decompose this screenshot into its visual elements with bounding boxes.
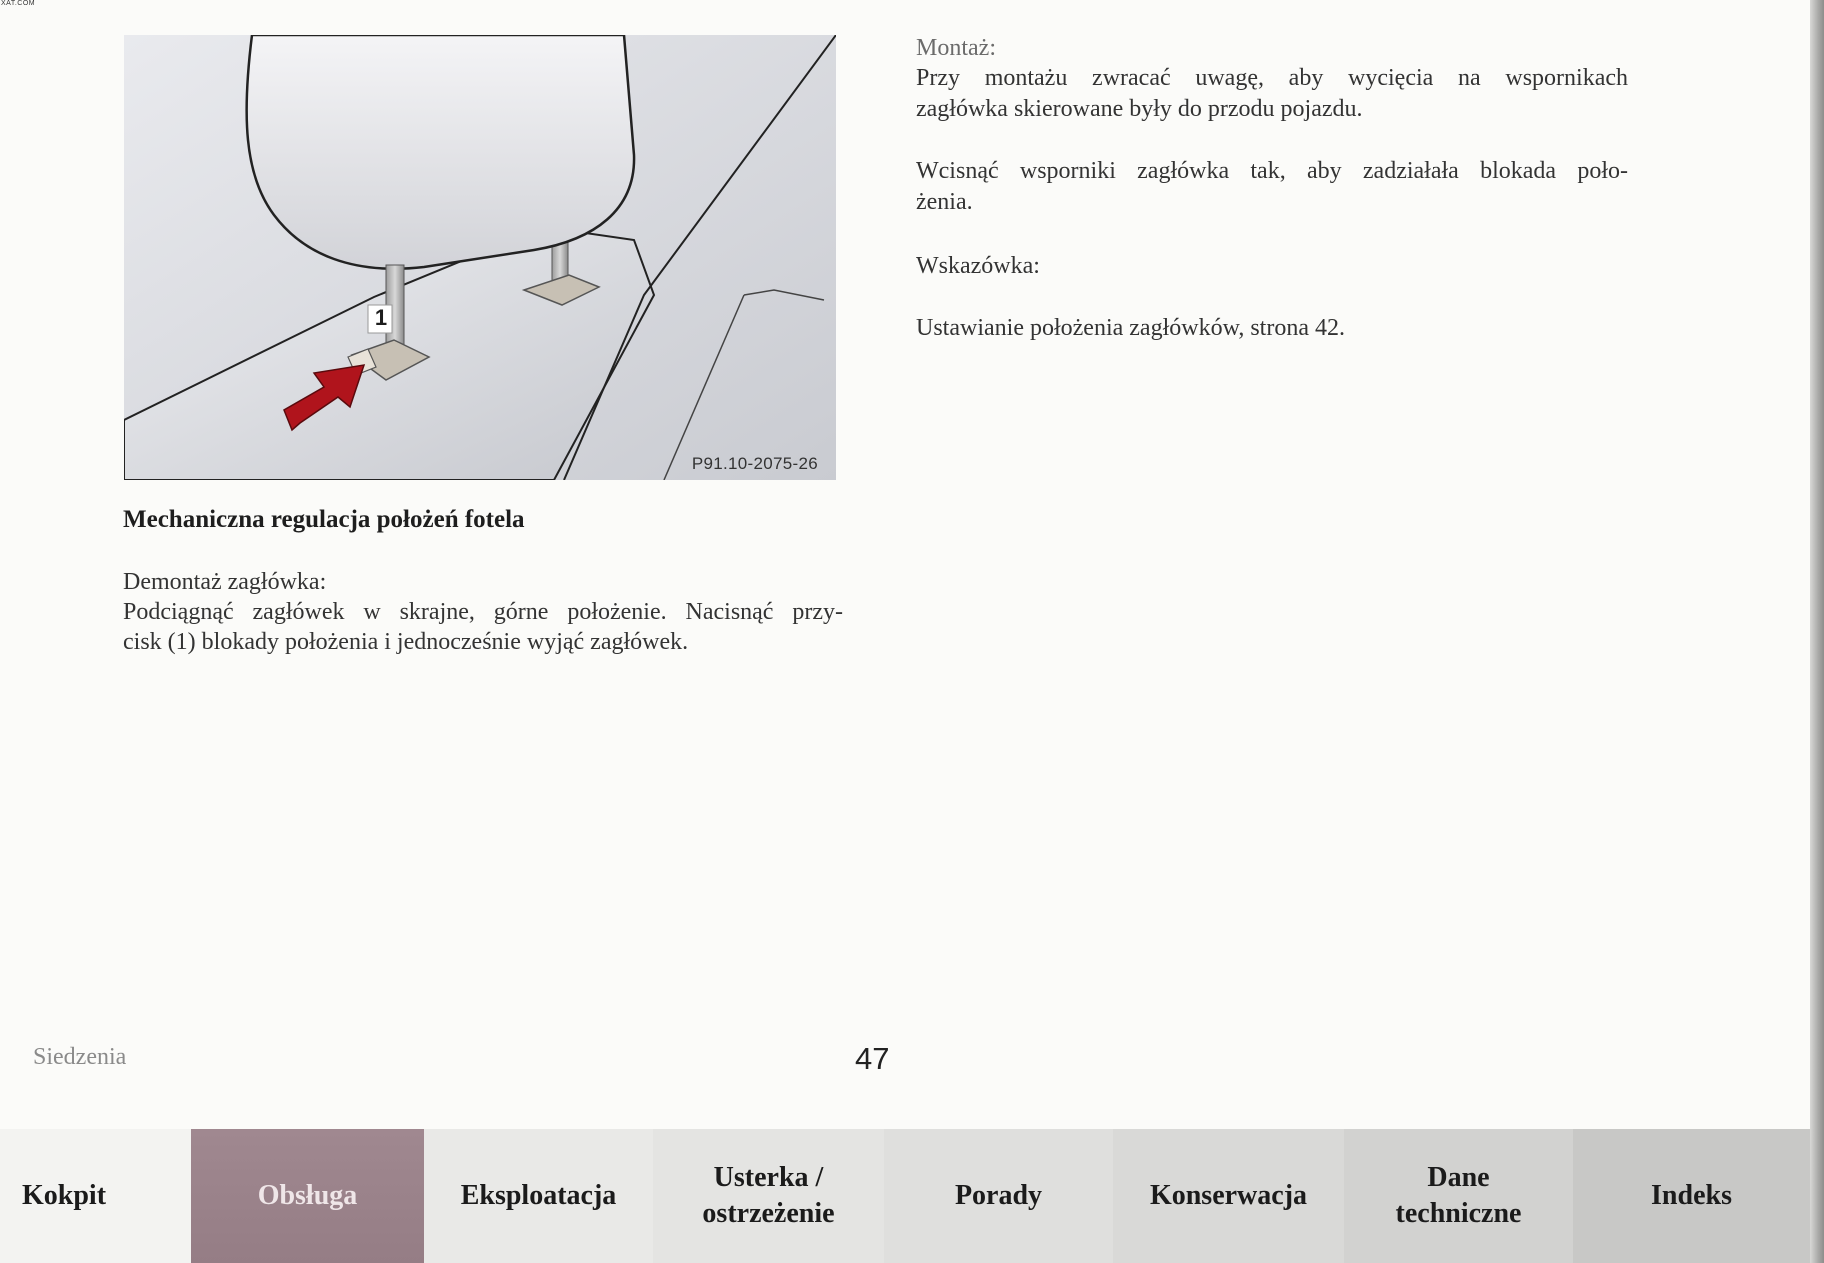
note-label: Wskazówka: bbox=[916, 253, 1040, 279]
tab-label-line-2: techniczne bbox=[1395, 1198, 1522, 1229]
removal-instructions bbox=[123, 567, 843, 657]
removal-line-2: cisk (1) blokady położenia i jednocześnie wyjąć zagłówek. bbox=[123, 629, 689, 655]
tab-label-line-1: Dane bbox=[1427, 1162, 1490, 1193]
tab-label: Kokpit bbox=[22, 1180, 107, 1211]
tab-eksploatacja[interactable] bbox=[424, 1129, 653, 1263]
install-label: Montaż: bbox=[916, 35, 996, 61]
install-instructions bbox=[916, 63, 1628, 125]
tab-usterka-ostrzezenie[interactable] bbox=[653, 1129, 884, 1263]
corner-mark: XAT.COM bbox=[1, 0, 36, 7]
removal-label: Demontaż zagłówka: bbox=[123, 569, 327, 595]
tab-label-line-1: Usterka / bbox=[713, 1162, 824, 1193]
cross-reference: Ustawianie położenia zagłówków, strona 42. bbox=[916, 315, 1345, 341]
tab-label: Eksploatacja bbox=[460, 1180, 617, 1211]
install-line-1: Przy montażu zwracać uwagę, aby wycięcia na wspornikach bbox=[916, 65, 1628, 91]
tab-label-line-2: ostrzeżenie bbox=[702, 1198, 835, 1229]
page-number: 47 bbox=[855, 1041, 890, 1076]
headrest-illustration bbox=[124, 35, 836, 480]
tab-label: Indeks bbox=[1651, 1180, 1732, 1211]
tab-dane-techniczne[interactable] bbox=[1344, 1129, 1573, 1263]
page-edge-shadow bbox=[1810, 0, 1824, 1263]
headrest-drawing bbox=[124, 35, 836, 480]
tab-porady[interactable] bbox=[884, 1129, 1113, 1263]
removal-line-1: Podciągnąć zagłówek w skrajne, górne położenie. Nacisnąć przy- bbox=[123, 599, 843, 625]
tab-indeks[interactable] bbox=[1573, 1129, 1810, 1263]
tab-label: Porady bbox=[954, 1180, 1043, 1211]
callout-number: 1 bbox=[374, 305, 388, 330]
tab-obsluga[interactable] bbox=[191, 1129, 424, 1263]
chapter-nav bbox=[0, 1129, 1810, 1263]
headrest-cushion bbox=[247, 35, 634, 269]
tab-label: Obsługa bbox=[257, 1180, 358, 1211]
section-heading: Mechaniczna regulacja położeń fotela bbox=[123, 506, 525, 533]
press-line-1: Wcisnąć wsporniki zagłówka tak, aby zadziałała blokada poło- bbox=[916, 158, 1628, 184]
tab-kokpit[interactable] bbox=[0, 1129, 191, 1263]
tab-label: Konserwacja bbox=[1149, 1180, 1308, 1211]
figure-code: P91.10-2075-26 bbox=[691, 454, 818, 473]
press-instructions bbox=[916, 156, 1628, 218]
install-line-2: zagłówka skierowane były do przodu pojazdu. bbox=[916, 96, 1363, 122]
section-name: Siedzenia bbox=[33, 1044, 127, 1070]
press-line-2: żenia. bbox=[916, 189, 973, 215]
tab-konserwacja[interactable] bbox=[1113, 1129, 1344, 1263]
